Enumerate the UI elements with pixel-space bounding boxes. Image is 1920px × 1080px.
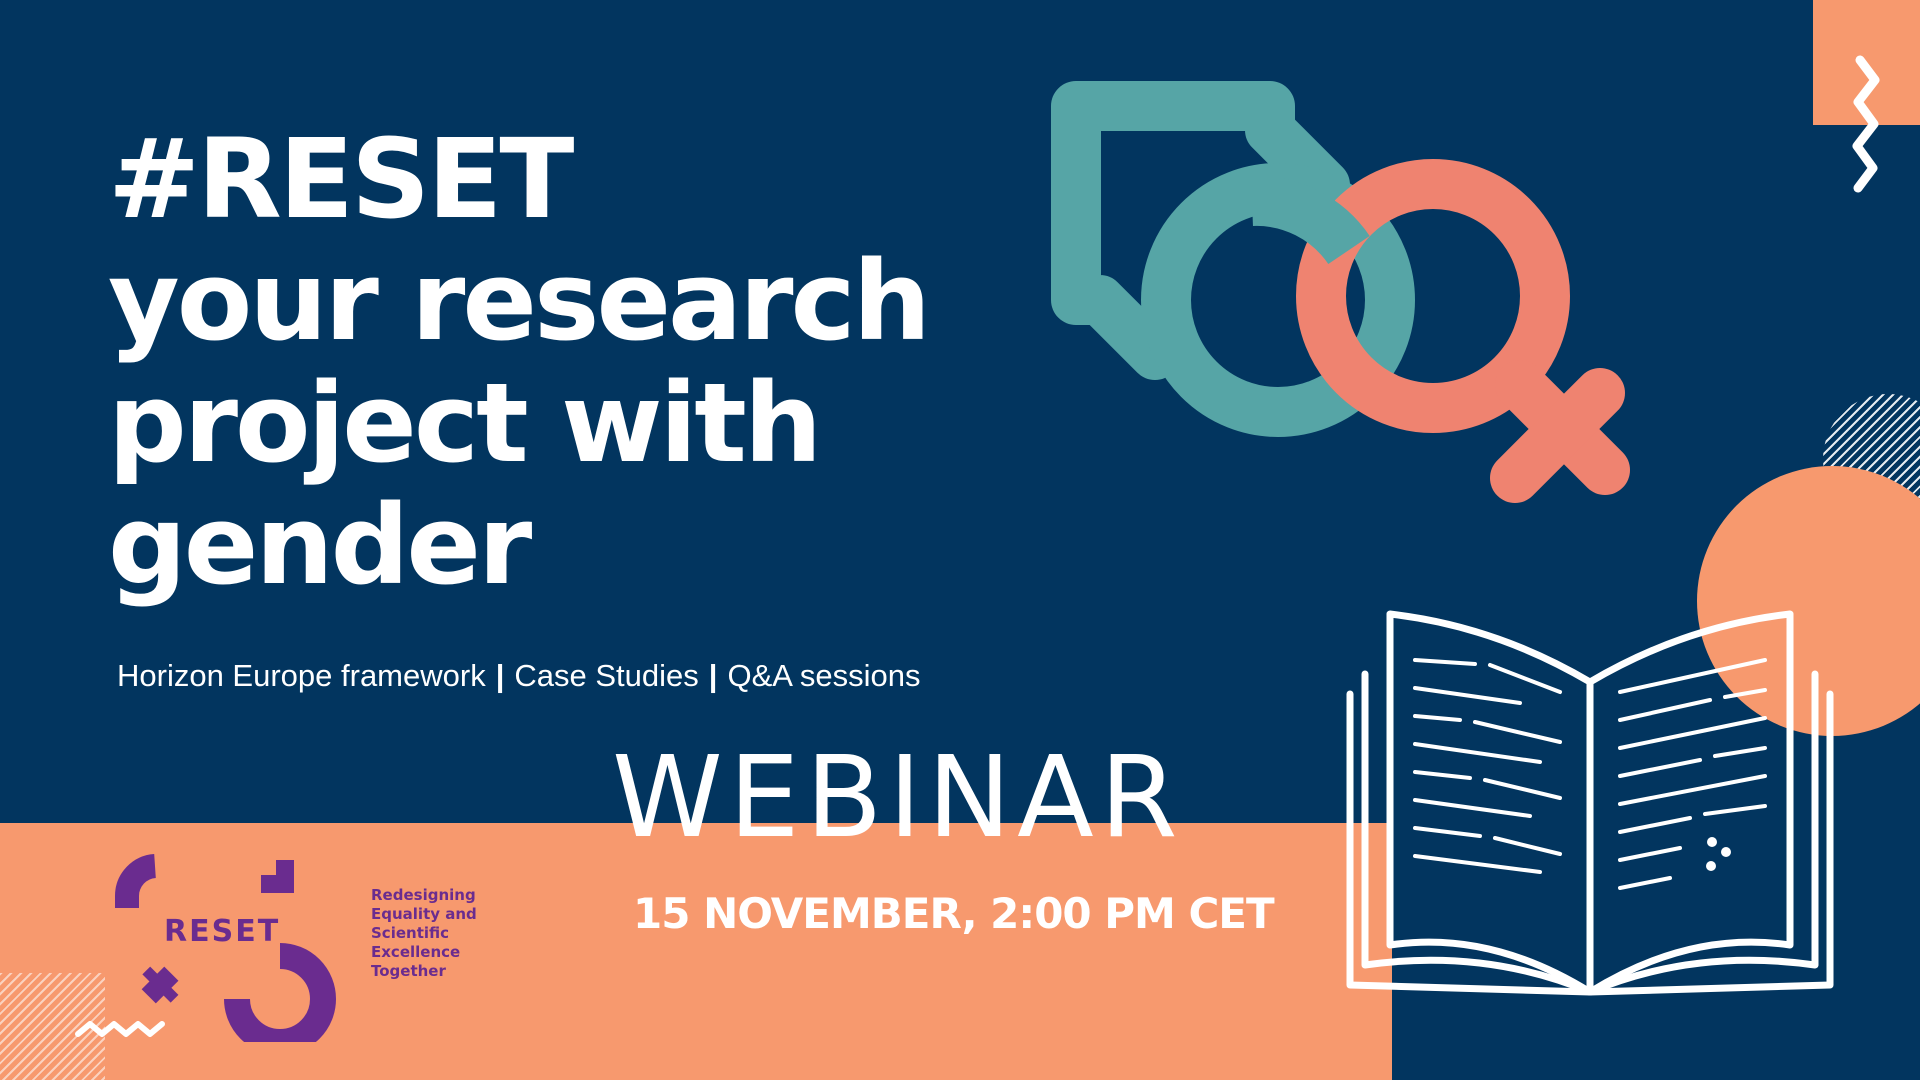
- subtitle: [117, 658, 920, 694]
- headline: [108, 115, 929, 609]
- subtitle-separator: |: [495, 658, 505, 693]
- zigzag-icon: [1840, 50, 1890, 200]
- subtitle-item-qa: Q&A sessions: [727, 658, 921, 693]
- subtitle-item-case-studies: Case Studies: [514, 658, 699, 693]
- logo-tagline-line: Equality and: [371, 905, 477, 923]
- logo-wordmark: RESET: [164, 914, 281, 949]
- headline-line-2: your research: [108, 237, 929, 365]
- logo-tagline-line: Excellence: [371, 943, 461, 961]
- female-mini-icon: [135, 959, 186, 1010]
- event-date: 15 NOVEMBER, 2:00 PM CET: [633, 889, 1274, 938]
- subtitle-separator: |: [708, 658, 718, 693]
- webinar-label: WEBINAR: [612, 733, 1184, 863]
- headline-line-3: project with: [108, 359, 820, 487]
- logo-tagline-line: Together: [371, 962, 446, 980]
- subtitle-item-horizon: Horizon Europe framework: [117, 658, 486, 693]
- logo-tagline-line: Redesigning: [371, 886, 476, 904]
- wave-icon: [72, 1012, 172, 1042]
- open-book-icon: [1320, 600, 1860, 1020]
- logo-tagline: [371, 886, 477, 981]
- logo-tagline-line: Scientific: [371, 924, 450, 942]
- headline-line-1: #RESET: [108, 115, 572, 243]
- headline-line-4: gender: [108, 481, 530, 609]
- gender-symbols: [1040, 70, 1680, 550]
